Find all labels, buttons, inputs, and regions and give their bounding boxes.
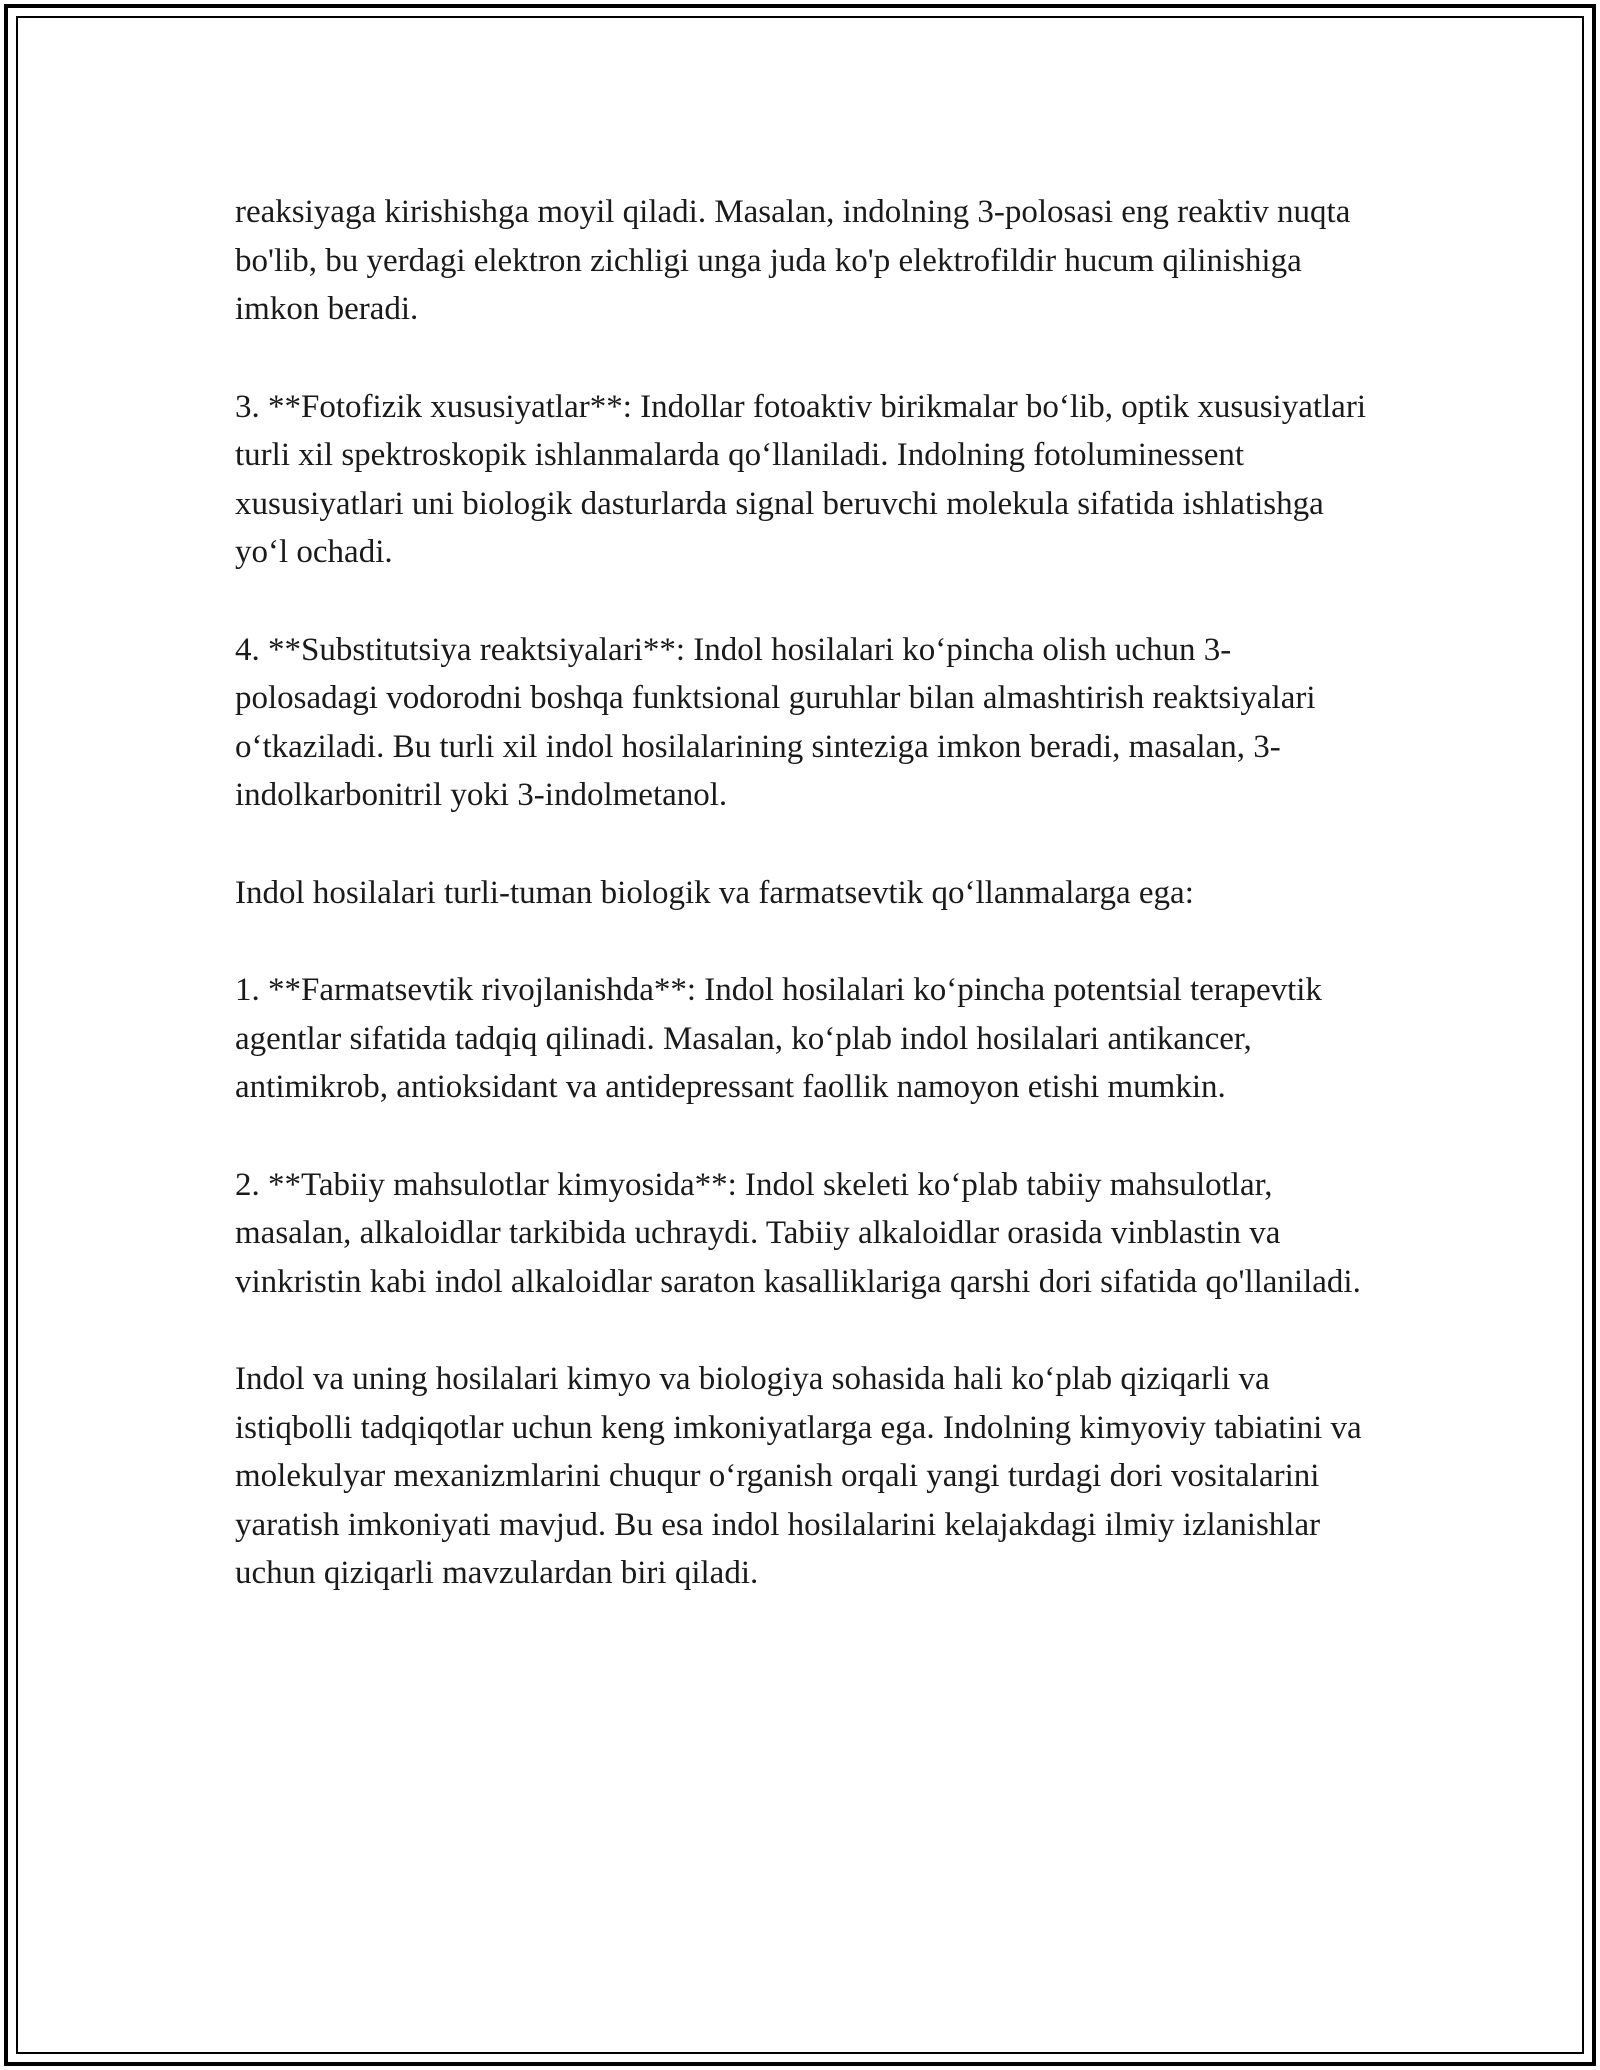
paragraph-reactivity-continuation: reaksiyaga kirishishga moyil qiladi. Masalan, indolning 3-polosasi eng reaktiv nuqta bo'lib, bu yerdagi elektron zichligi unga juda ko'p elektrofildir hucum qilinishiga imkon beradi. (235, 194, 1351, 327)
paragraph-photophysical-properties: 3. **Fotofizik xususiyatlar**: Indollar fotoaktiv birikmalar bo‘lib, optik xususiyatlari turli xil spektroskopik ishlanmalarda qo‘llaniladi. Indolning fotoluminessent xususiyatlari uni biologik dasturlarda signal beruvchi molekula sifatida ishlatishga yo‘l ochadi. (235, 388, 1366, 570)
paragraph-conclusion: Indol va uning hosilalari kimyo va biologiya sohasida hali ko‘plab qiziqarli va istiqbolli tadqiqotlar uchun keng imkoniyatlarga ega. Indolning kimyoviy tabiatini va molekulyar mexanizmlarini chuqur o‘rganish orqali yangi turdagi dori vositalarini yaratish imkoniyati mavjud. Bu esa indol hosilalarini kelajakdagi ilmiy izlanishlar uchun qiziqarli mavzulardan biri qiladi. (235, 1361, 1362, 1591)
paragraph-natural-products: 2. **Tabiiy mahsulotlar kimyosida**: Indol skeleti ko‘plab tabiiy mahsulotlar, masalan, alkaloidlar tarkibida uchraydi. Tabiiy alkaloidlar orasida vinblastin va vinkristin kabi indol alkaloidlar saraton kasalliklariga qarshi dori sifatida qo'llaniladi. (235, 1166, 1361, 1300)
paragraph-substitution-reactions: 4. **Substitutsiya reaktsiyalari**: Indol hosilalari ko‘pincha olish uchun 3-polosadagi vodorodni boshqa funktsional guruhlar bilan almashtirish reaktsiyalari o‘tkaziladi. Bu turli xil indol hosilalarining sinteziga imkon beradi, masalan, 3-indolkarbonitril yoki 3-indolmetanol. (235, 631, 1316, 813)
document-body (235, 188, 1370, 1598)
paragraph-pharmaceutical-development: 1. **Farmatsevtik rivojlanishda**: Indol hosilalari ko‘pincha potentsial terapevtik agentlar sifatida tadqiq qilinadi. Masalan, ko‘plab indol hosilalari antikancer, antimikrob, antioksidant va antidepressant faollik namoyon etishi mumkin. (235, 972, 1322, 1105)
paragraph-applications-intro: Indol hosilalari turli-tuman biologik va farmatsevtik qo‘llanmalarga ega: (235, 874, 1194, 911)
